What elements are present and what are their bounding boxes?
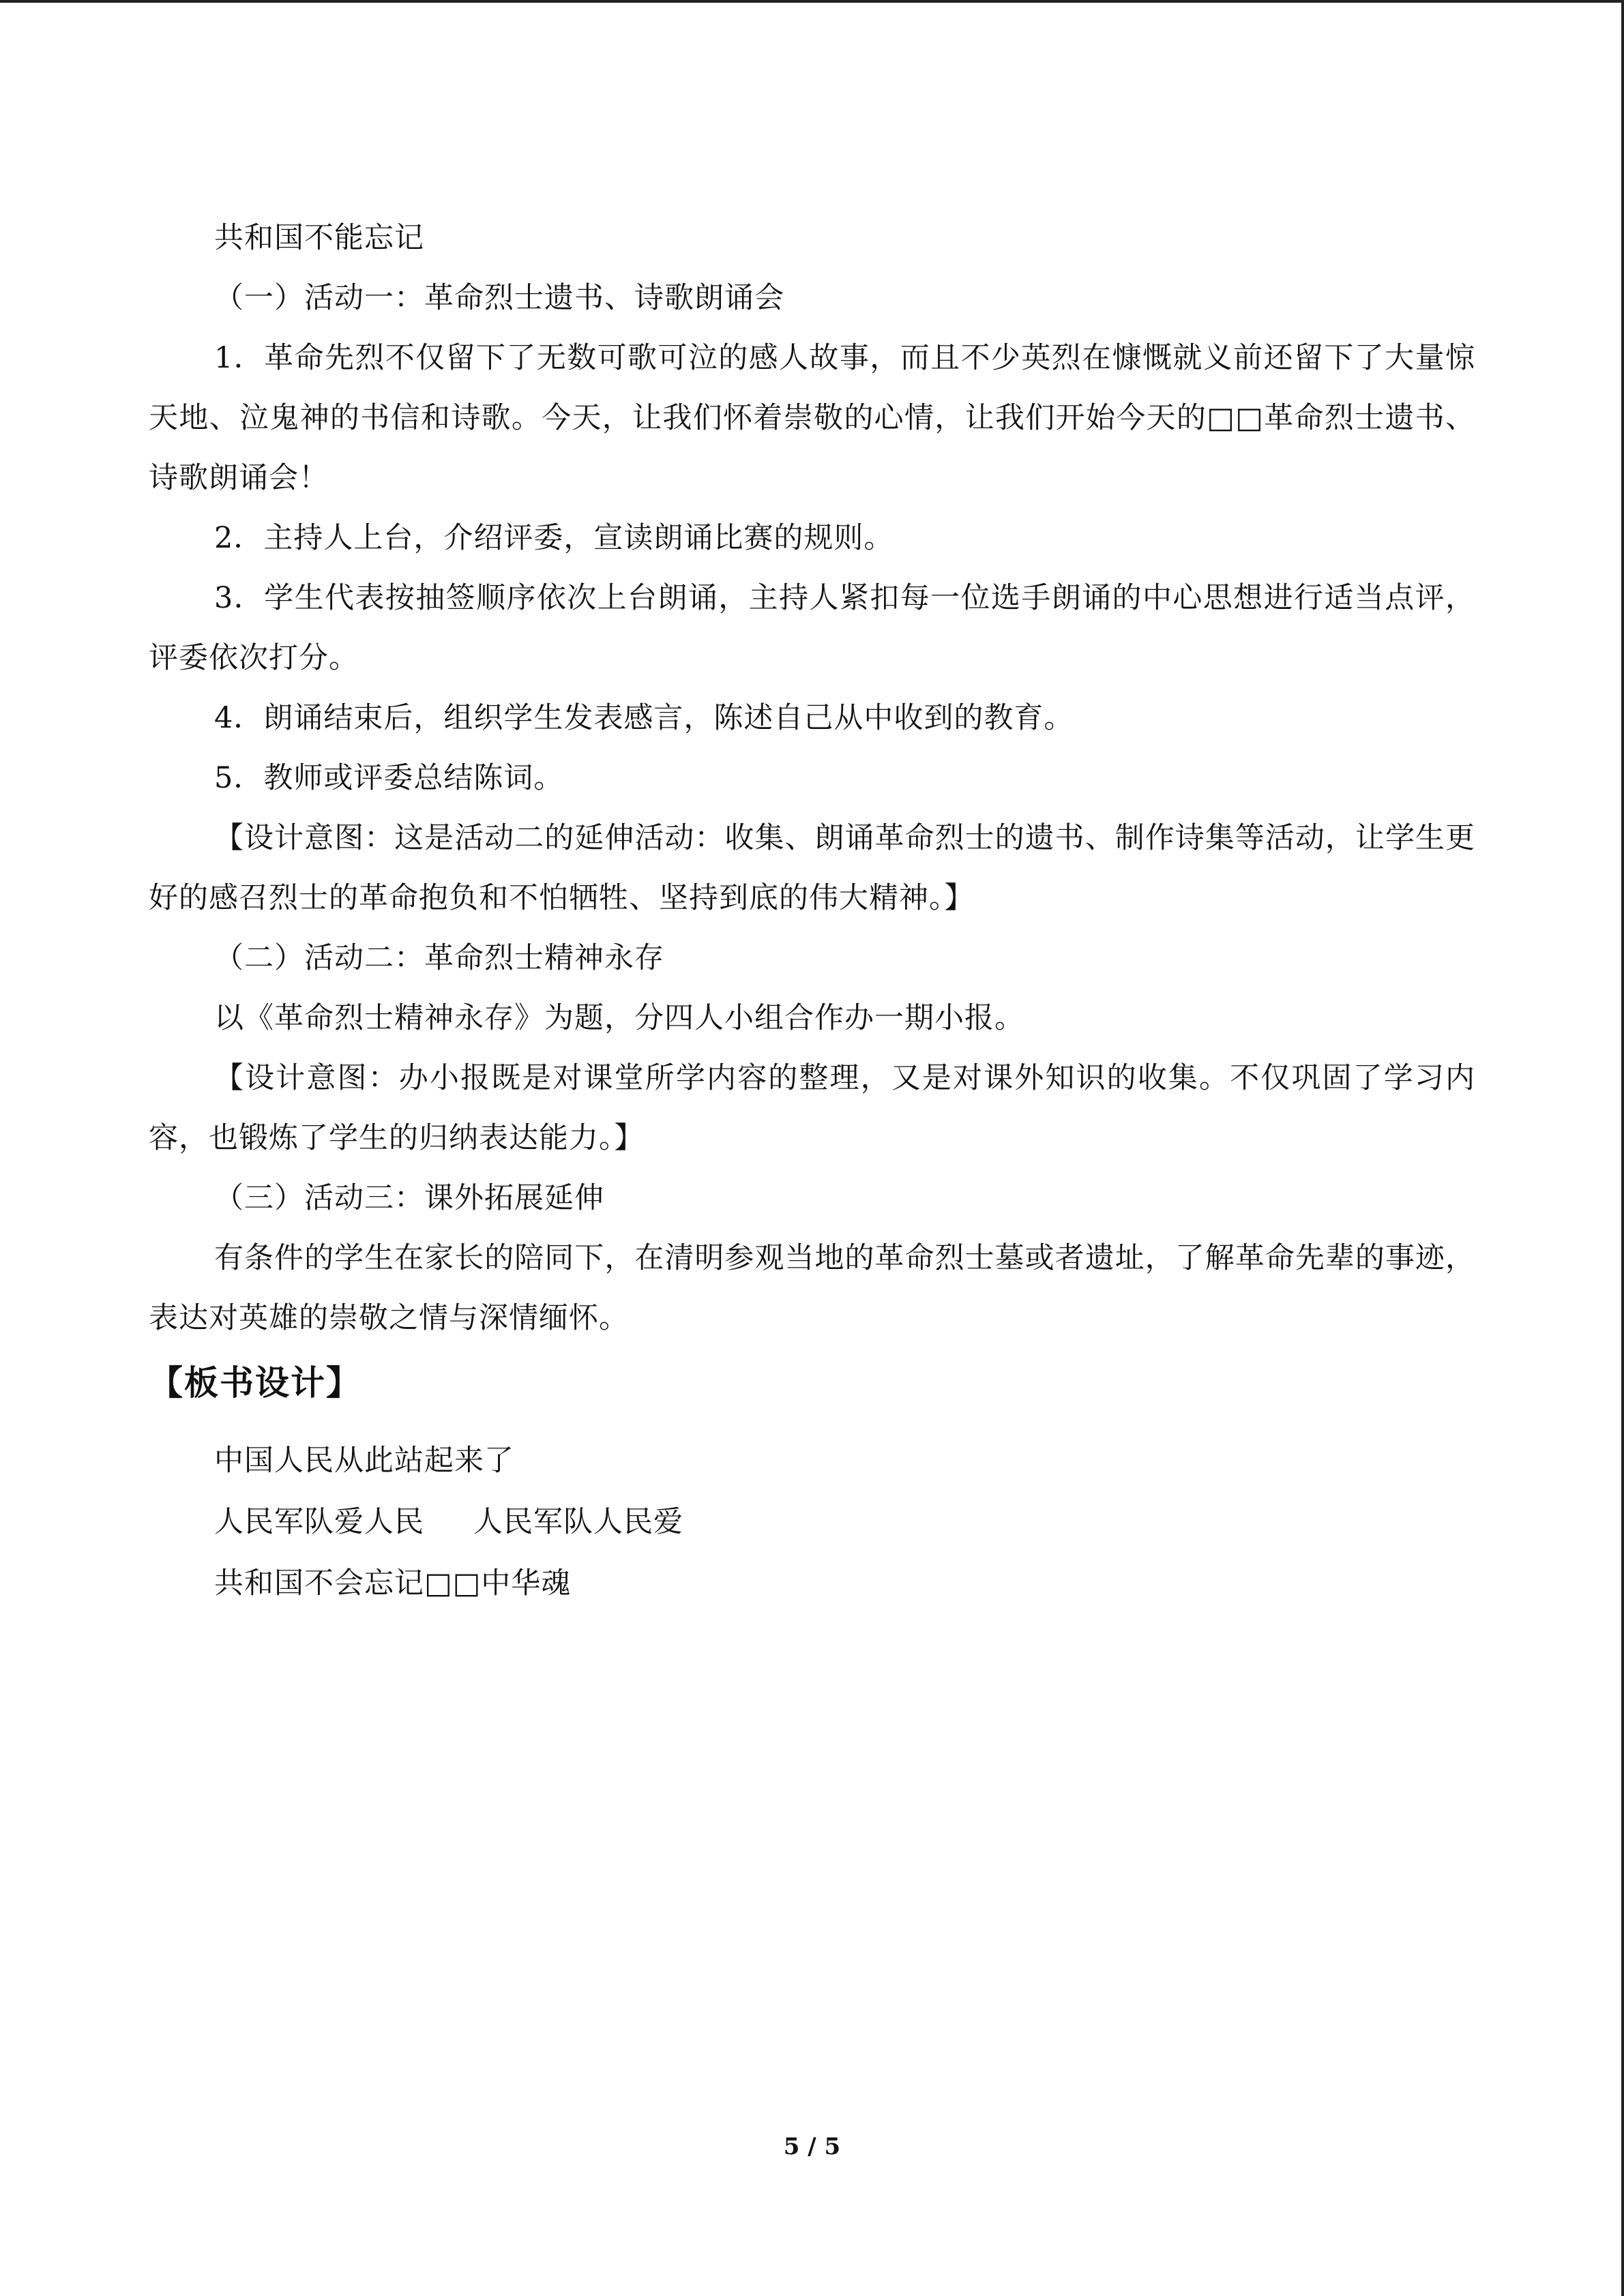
activity-one-step-1: 1．革命先烈不仅留下了无数可歌可泣的感人故事，而且不少英烈在慷慨就义前还留下了大量惊天地、泣鬼神的书信和诗歌。今天，让我们怀着崇敬的心情，让我们开始今天的□□革命烈士遗书、诗歌朗诵会！ xyxy=(149,341,1475,495)
board-design xyxy=(149,1430,1475,1614)
activity-one-step-5: 5．教师或评委总结陈词。 xyxy=(214,761,564,795)
board-line-2 xyxy=(149,1491,1475,1553)
board-line-2a: 人民军队爱人民 xyxy=(214,1505,424,1539)
document-body xyxy=(149,208,1475,1614)
board-line-1: 中国人民从此站起来了 xyxy=(214,1444,514,1478)
activity-two-heading: （二）活动二：革命烈士精神永存 xyxy=(214,941,664,975)
paragraph-title: 共和国不能忘记 xyxy=(214,221,424,255)
page-top-border xyxy=(0,0,1624,3)
activity-three-heading: （三）活动三：课外拓展延伸 xyxy=(214,1181,604,1215)
page-number: 5 / 5 xyxy=(783,2133,841,2160)
activity-three-body: 有条件的学生在家长的陪同下，在清明参观当地的革命烈士墓或者遗址，了解革命先辈的事迹，表达对英雄的崇敬之情与深情缅怀。 xyxy=(149,1241,1475,1335)
design-intent-1: 【设计意图：这是活动二的延伸活动：收集、朗诵革命烈士的遗书、制作诗集等活动，让学生更好的感召烈士的革命抱负和不怕牺牲、坚持到底的伟大精神。】 xyxy=(149,821,1475,915)
board-line-3: 共和国不会忘记□□中华魂 xyxy=(214,1566,572,1600)
page-right-border xyxy=(1621,0,1624,2296)
activity-two-body: 以《革命烈士精神永存》为题，分四人小组合作办一期小报。 xyxy=(214,1001,1024,1035)
design-intent-2: 【设计意图：办小报既是对课堂所学内容的整理，又是对课外知识的收集。不仅巩固了学习内容，也锻炼了学生的归纳表达能力。】 xyxy=(149,1061,1475,1155)
activity-one-step-3: 3．学生代表按抽签顺序依次上台朗诵，主持人紧扣每一位选手朗诵的中心思想进行适当点评，评委依次打分。 xyxy=(149,581,1475,675)
board-design-heading: 【板书设计】 xyxy=(149,1363,361,1403)
activity-one-heading: （一）活动一：革命烈士遗书、诗歌朗诵会 xyxy=(214,281,784,315)
activity-one-step-4: 4．朗诵结束后，组织学生发表感言，陈述自己从中收到的教育。 xyxy=(214,701,1074,735)
board-line-2b: 人民军队人民爱 xyxy=(473,1505,683,1539)
activity-one-step-2: 2．主持人上台，介绍评委，宣读朗诵比赛的规则。 xyxy=(214,521,894,555)
